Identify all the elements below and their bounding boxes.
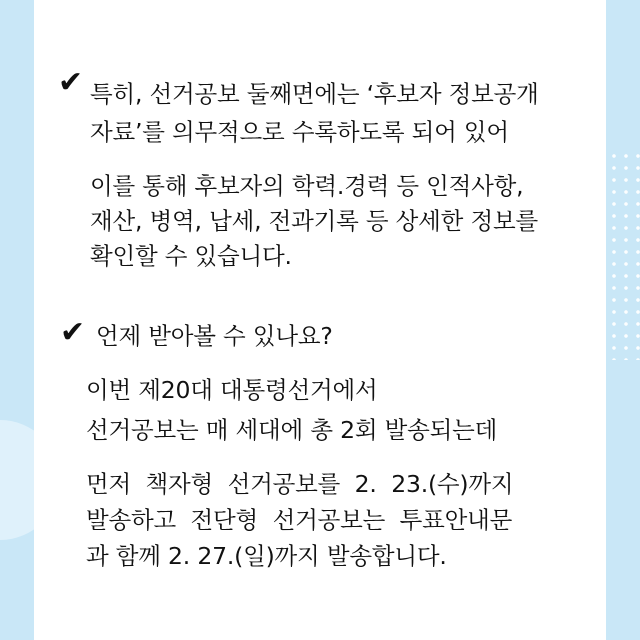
section1-body-line1: 이를 통해 후보자의 학력.경력 등 인적사항,	[90, 172, 524, 200]
content-card	[34, 0, 606, 640]
section1-title-line1: 특히, 선거공보 둘째면에는 ‘후보자 정보공개	[90, 80, 539, 108]
section2-para2-line3: 과 함께 2. 27.(일)까지 발송합니다.	[86, 542, 447, 570]
section2-para2-line2: 발송하고 전단형 선거공보는 투표안내문	[86, 506, 513, 534]
section2-para1-line2: 선거공보는 매 세대에 총 2회 발송되는데	[86, 416, 498, 444]
section1-body-line3: 확인할 수 있습니다.	[90, 242, 292, 270]
check-mark-icon: ✔	[58, 65, 84, 100]
section1-body-line2: 재산, 병역, 납세, 전과기록 등 상세한 정보를	[90, 207, 538, 235]
section2-para1-line1: 이번 제20대 대통령선거에서	[86, 376, 378, 404]
section2-heading: 언제 받아볼 수 있나요?	[96, 322, 333, 350]
section2-para2-line1: 먼저 책자형 선거공보를 2. 23.(수)까지	[86, 470, 514, 498]
section1-title-line2: 자료’를 의무적으로 수록하도록 되어 있어	[90, 118, 509, 146]
check-mark-icon: ✔	[60, 315, 86, 350]
